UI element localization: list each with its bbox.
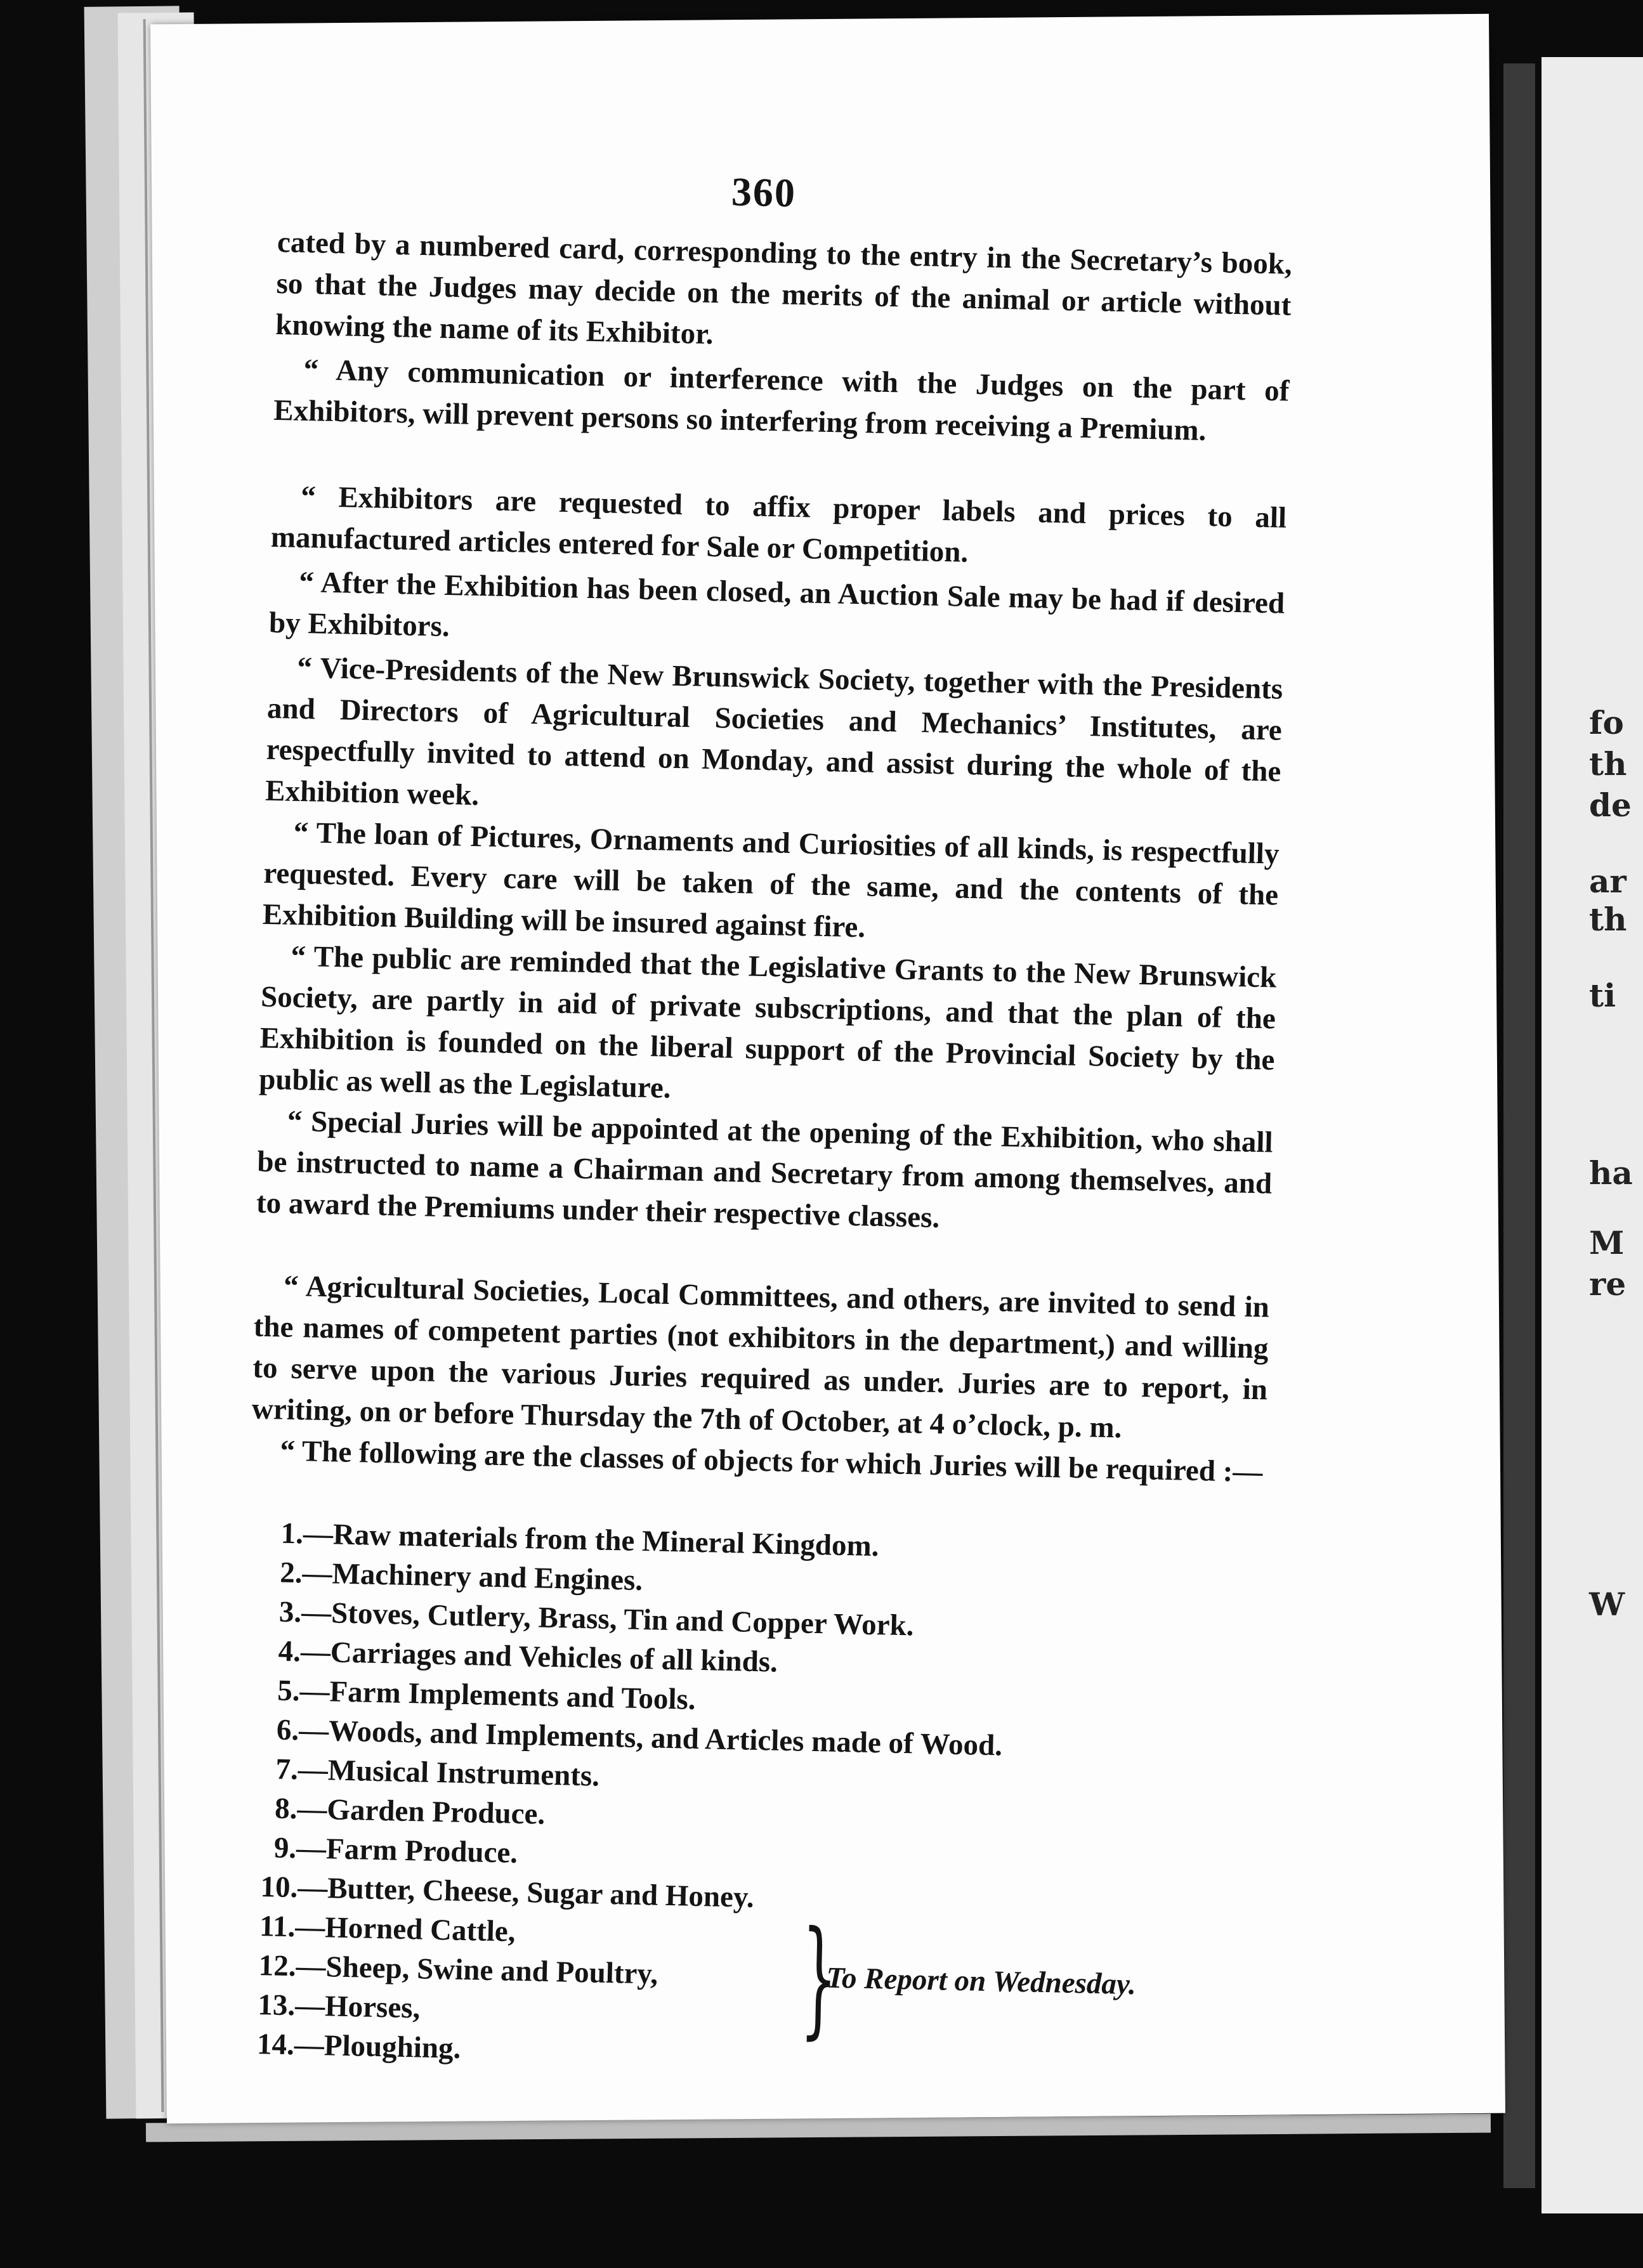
paragraph: “ The following are the classes of objects for which Juries will be required :— — [279, 1434, 1263, 1489]
list-item: 10.—Butter, Cheese, Sugar and Honey. — [259, 1870, 755, 1914]
paragraph: “ Exhibitors are requested to affix proper labels and prices to all manufactured articles entered for Sale or Competition. — [270, 479, 1287, 569]
list-item: 6.—Woods, and Implements, and Articles made of Wood. — [276, 1713, 1003, 1763]
paragraph: “ Any communication or interference with the Judges on the part of Exhibitors, will prevent persons so interfering from receiving a Premium. — [273, 353, 1290, 447]
list-item: 2.—Machinery and Engines. — [279, 1556, 643, 1598]
list-item: 7.—Musical Instruments. — [275, 1752, 600, 1793]
curly-brace-icon: } — [799, 1903, 839, 2052]
brace-annotation: To Report on Wednesday. — [826, 1961, 1137, 2002]
facing-page-fragment: M — [1589, 1224, 1625, 1261]
paragraph: “ After the Exhibition has been closed, an Auction Sale may be had if desired by Exhibitors. — [268, 565, 1285, 644]
facing-page-edge — [1542, 57, 1643, 2213]
paragraph: cated by a numbered card, corresponding to the entry in the Secretary’s book, so that the Judges may decide on the merits of the animal or article without knowing the name of its Exhibitor. — [275, 225, 1293, 351]
list-item: 9.—Farm Produce. — [273, 1831, 518, 1870]
paragraph: “ The loan of Pictures, Ornaments and Curiosities of all kinds, is respectfully requested. Every care will be taken of the same, and the contents of the Exhibition Building will be insured against fire. — [262, 816, 1280, 944]
facing-page-fragment: de — [1589, 786, 1632, 824]
paragraph: “ Agricultural Societies, Local Committees, and others, are invited to send in the names of competent parties (not exhibitors in the department,) and willing to serve upon the various Juries required as under. Juries are to report, in writing, on or before Thursday the 7th of October, at 4 o’clock, p. m. — [251, 1269, 1270, 1445]
list-item: 4.—Carriages and Vehicles of all kinds. — [278, 1634, 778, 1679]
facing-page-fragment: re — [1589, 1265, 1627, 1303]
facing-page-fragment: ar — [1589, 863, 1627, 900]
page-number: 360 — [731, 169, 797, 216]
list-item: 5.—Farm Implements and Tools. — [277, 1674, 697, 1716]
list-item: 11.—Horned Cattle, — [259, 1909, 516, 1948]
list-item: 14.—Ploughing. — [256, 2027, 461, 2065]
list-item: 13.—Horses, — [257, 1988, 421, 2025]
facing-page-fragment: fo — [1589, 704, 1624, 741]
list-item: 1.—Raw materials from the Mineral Kingdom. — [280, 1516, 879, 1563]
facing-page-fragment: th — [1589, 745, 1627, 783]
facing-page-fragment: ha — [1589, 1154, 1633, 1192]
list-item: 12.—Sheep, Swine and Poultry, — [258, 1948, 658, 1991]
paragraph: “ The public are reminded that the Legislative Grants to the New Brunswick Society, are partly in aid of private subscriptions, and that the plan of the Exhibition is founded on the liberal support of the Provincial Society by the public as well as the Legislature. — [258, 939, 1277, 1105]
paragraph: “ Vice-Presidents of the New Brunswick Society, together with the Presidents and Directors of Agricultural Societies and Mechanics’ Institutes, are respectfully invited to attend on Monday, and assist during the whole of the Exhibition week. — [265, 651, 1283, 812]
facing-page-fragment: ti — [1589, 977, 1616, 1014]
book-gutter — [1503, 63, 1535, 2188]
facing-page-fragment: th — [1589, 901, 1627, 938]
paragraph: “ Special Juries will be appointed at the opening of the Exhibition, who shall be instructed to name a Chairman and Secretary from among themselves, and to award the Premiums under their respective classes. — [256, 1104, 1274, 1235]
facing-page-fragment: W — [1589, 1586, 1625, 1623]
list-item: 8.—Garden Produce. — [274, 1792, 546, 1831]
list-item: 3.—Stoves, Cutlery, Brass, Tin and Copper Work. — [278, 1595, 915, 1643]
